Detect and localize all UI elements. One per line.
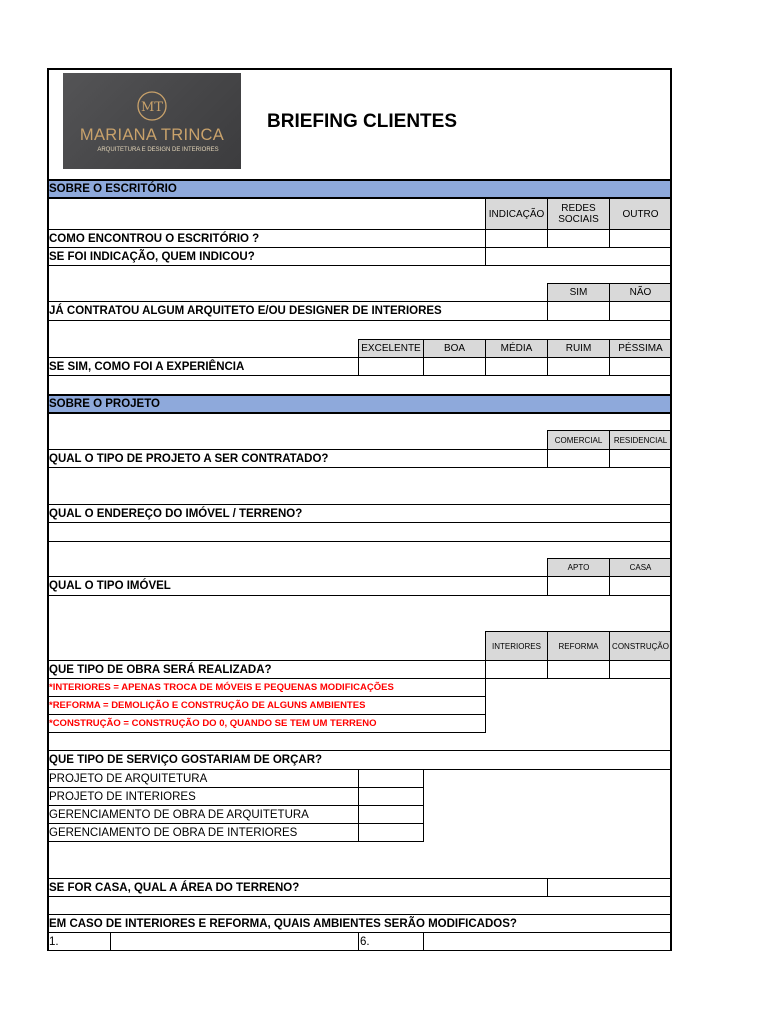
question-work-type: QUE TIPO DE OBRA SERÁ REALIZADA?: [47, 660, 486, 679]
room-number: 6.: [358, 932, 424, 951]
option-header-comercial: COMERCIAL: [547, 430, 610, 450]
question-referral: SE FOI INDICAÇÃO, QUEM INDICOU?: [47, 247, 486, 266]
question-hired-before: JÁ CONTRATOU ALGUM ARQUITETO E/OU DESIGNER DE INTERIORES: [47, 301, 548, 321]
answer-cell-room[interactable]: [110, 932, 359, 951]
answer-cell-excelente[interactable]: [358, 357, 424, 376]
answer-cell-interiores[interactable]: [485, 660, 548, 679]
option-header-redes-sociais: REDES SOCIAIS: [547, 198, 610, 230]
document-title: BRIEFING CLIENTES: [267, 111, 458, 132]
logo-tagline: ARQUITETURA E DESIGN DE INTERIORES: [97, 147, 219, 153]
option-header-outro: OUTRO: [609, 198, 672, 230]
answer-cell-outro[interactable]: [609, 229, 672, 248]
answer-cell-nao[interactable]: [609, 301, 672, 321]
answer-cell-pessima[interactable]: [609, 357, 672, 376]
option-header-nao: NÃO: [609, 283, 672, 302]
company-logo: [63, 73, 241, 169]
answer-cell-address[interactable]: [47, 522, 672, 542]
answer-cell-apto[interactable]: [547, 576, 610, 596]
option-header-reforma: REFORMA: [547, 631, 610, 661]
service-option: GERENCIAMENTO DE OBRA DE INTERIORES: [47, 823, 359, 842]
rating-header-excelente: EXCELENTE: [358, 339, 424, 358]
question-project-type: QUAL O TIPO DE PROJETO A SER CONTRATADO?: [47, 449, 548, 468]
answer-cell-casa[interactable]: [609, 576, 672, 596]
question-rooms: EM CASO DE INTERIORES E REFORMA, QUAIS AMBIENTES SERÃO MODIFICADOS?: [47, 914, 672, 933]
rating-header-media: MÉDIA: [485, 339, 548, 358]
answer-cell-media[interactable]: [485, 357, 548, 376]
blank-cell: [47, 198, 486, 230]
section-header-project: SOBRE O PROJETO: [47, 394, 672, 414]
option-header-casa: CASA: [609, 558, 672, 577]
answer-cell-room[interactable]: [423, 932, 672, 951]
service-option: PROJETO DE INTERIORES: [47, 787, 359, 806]
answer-cell-ruim[interactable]: [547, 357, 610, 376]
logo-name: MARIANA TRINCA: [79, 126, 225, 144]
question-services: QUE TIPO DE SERVIÇO GOSTARIAM DE ORÇAR?: [47, 750, 672, 770]
room-number: 1.: [47, 932, 111, 951]
option-header-sim: SIM: [547, 283, 610, 302]
section-header-office: SOBRE O ESCRITÓRIO: [47, 179, 672, 199]
svg-text:MT: MT: [141, 100, 163, 115]
option-header-apto: APTO: [547, 558, 610, 577]
service-checkbox-cell[interactable]: [358, 787, 424, 806]
note-interiores: *INTERIORES = APENAS TROCA DE MÓVEIS E PEQUENAS MODIFICAÇÕES: [47, 678, 486, 697]
answer-cell-reforma[interactable]: [547, 660, 610, 679]
note-construcao: *CONSTRUÇÃO = CONSTRUÇÃO DO 0, QUANDO SE TEM UM TERRENO: [47, 714, 486, 733]
briefing-sheet: [47, 68, 672, 951]
note-reforma: *REFORMA = DEMOLIÇÃO E CONSTRUÇÃO DE ALGUNS AMBIENTES: [47, 696, 486, 715]
option-header-interiores: INTERIORES: [485, 631, 548, 661]
answer-cell-indicacao[interactable]: [485, 229, 548, 248]
answer-cell-sim[interactable]: [547, 301, 610, 321]
answer-cell-residencial[interactable]: [609, 449, 672, 468]
blank-row: [47, 896, 672, 915]
service-option: PROJETO DE ARQUITETURA: [47, 769, 359, 788]
option-header-construcao: CONSTRUÇÃO: [609, 631, 672, 661]
option-header-residencial: RESIDENCIAL: [609, 430, 672, 450]
question-how-found: COMO ENCONTROU O ESCRITÓRIO ?: [47, 229, 486, 248]
answer-cell-construcao[interactable]: [609, 660, 672, 679]
question-experience: SE SIM, COMO FOI A EXPERIÊNCIA: [47, 357, 359, 376]
service-checkbox-cell[interactable]: [358, 805, 424, 824]
question-address: QUAL O ENDEREÇO DO IMÓVEL / TERRENO?: [47, 504, 672, 523]
question-property-type: QUAL O TIPO IMÓVEL: [47, 576, 548, 596]
question-land-area: SE FOR CASA, QUAL A ÁREA DO TERRENO?: [47, 878, 548, 897]
answer-cell-boa[interactable]: [423, 357, 486, 376]
option-header-indicacao: INDICAÇÃO: [485, 198, 548, 230]
answer-cell-land-area[interactable]: [547, 878, 672, 897]
answer-cell-redes-sociais[interactable]: [547, 229, 610, 248]
service-option: GERENCIAMENTO DE OBRA DE ARQUITETURA: [47, 805, 359, 824]
rating-header-boa: BOA: [423, 339, 486, 358]
service-checkbox-cell[interactable]: [358, 823, 424, 842]
rating-header-pessima: PÉSSIMA: [609, 339, 672, 358]
service-checkbox-cell[interactable]: [358, 769, 424, 788]
answer-cell-referral[interactable]: [485, 247, 672, 266]
answer-cell-comercial[interactable]: [547, 449, 610, 468]
rating-header-ruim: RUIM: [547, 339, 610, 358]
monogram-emblem-icon: [63, 73, 241, 169]
